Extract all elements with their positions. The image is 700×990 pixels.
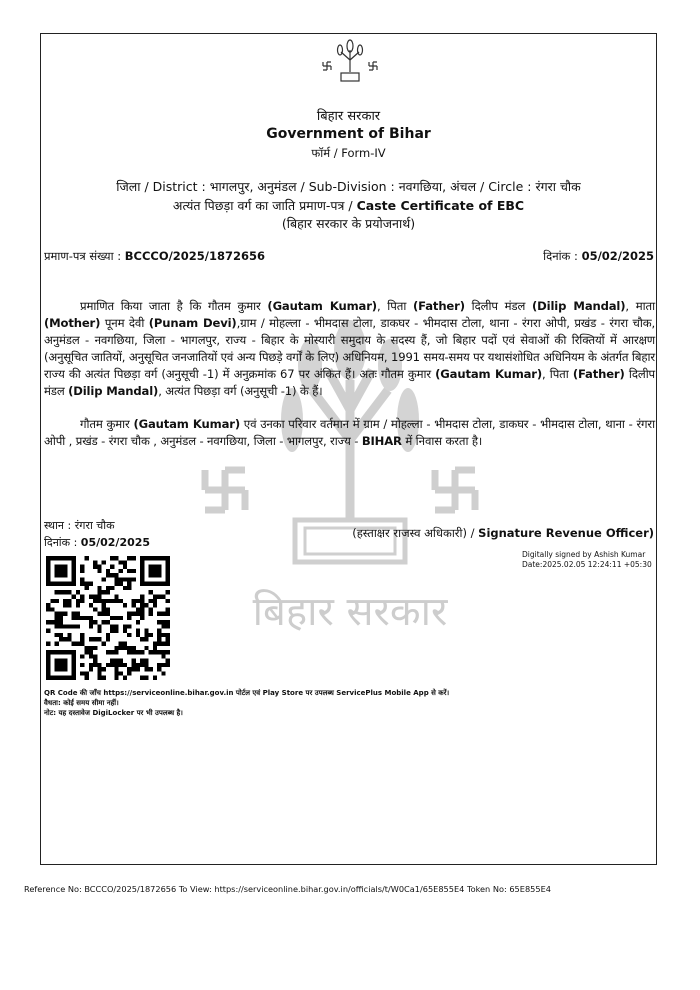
certificate-title: अत्यंत पिछड़ा वर्ग का जाति प्रमाण-पत्र / Caste Certificate of EBC — [172, 198, 525, 213]
certificate-paragraph-1: प्रमाणित किया जाता है कि गौतम कुमार (Gautam Kumar), पिता (Father) दिलीप मंडल (Dilip Mandal), माता (Mother) पूनम देवी (Punam Devi),ग्राम / मोहल्ला - भीमदास टोला, डाकघर - भीमदास टोला, थाना - रंगरा ओपी, प्रखंड - रंगरा चौक, अनुमंडल - नवगछिया, जिला - भागलपुर, राज्य - बिहार के मोस्यारी समुदाय के सदस्य हैं, जो बिहार पदों एवं सेवाओं की रिक्तियों में आरक्षण (अनुसूचित जातियों, अनुसूचित जनजातियों एवं अन्य पिछड़े वर्गों के लिए) अधिनियम, 1991 समय-समय पर यथासंशोधित अधिनियम के अंतर्गत बिहार राज्य की अत्यंत पिछड़ा वर्ग (अनुसूची -1) में अनुक्रमांक 67 पर अंकित हैं। अतः गौतम कुमार (Gautam Kumar), पिता (Father) दिलीप मंडल (Dilip Mandal), अत्यंत पिछड़ा वर्ग (अनुसूची -1) के हैं। — [44, 299, 655, 398]
digilocker-note: नोट: यह दस्तावेज DigiLocker पर भी उपलब्ध है। — [44, 709, 183, 717]
certificate-number: प्रमाण-पत्र संख्या : BCCCO/2025/1872656 — [44, 249, 266, 263]
location-line — [40, 178, 657, 195]
digital-signature: Digitally signed by Ashish Kumar Date:2025.02.05 12:24:11 +05:30 — [522, 550, 652, 569]
place-line: स्थान : रंगरा चौक — [44, 519, 115, 532]
watermark-text: बिहार सरकार — [252, 589, 448, 635]
district-label: जिला / District : — [116, 179, 206, 194]
certificate-paragraph-2: गौतम कुमार (Gautam Kumar) एवं उनका परिवार वर्तमान में ग्राम / मोहल्ला - भीमदास टोला, डाकघर - भीमदास टोला, थाना - रंगरा ओपी , प्रखंड - रंगरा चौक , अनुमंडल - नवगछिया, जिला - भागलपुर, राज्य - BIHAR में निवास करता है। — [44, 417, 656, 448]
district-value: भागलपुर, — [209, 179, 254, 194]
purpose-line: (बिहार सरकार के प्रयोजनार्थ) — [281, 216, 416, 231]
bihar-emblem-icon — [321, 38, 379, 84]
circle-label: अंचल / Circle : — [450, 179, 532, 194]
subdivision-label: अनुमंडल / Sub-Division : — [257, 179, 395, 194]
notes — [44, 688, 449, 718]
footer-reference: Reference No: BCCCO/2025/1872656 To View: https://serviceonline.bihar.gov.in/officials/t/W0Ca1/65E855E4 Token No: 65E855E4 — [24, 884, 551, 894]
signature-label: (हस्ताक्षर राजस्व अधिकारी) / Signature Revenue Officer) — [352, 526, 654, 540]
certificate-date: दिनांक : 05/02/2025 — [543, 249, 654, 263]
form-label: फॉर्म / Form-IV — [311, 146, 386, 160]
header-hindi-title: बिहार सरकार — [316, 109, 381, 124]
validity-note: वैधता: कोई समय सीमा नहीं। — [44, 699, 119, 707]
place-date-line: दिनांक : 05/02/2025 — [44, 536, 151, 549]
qr-code[interactable] — [46, 556, 170, 680]
subdivision-value: नवगछिया, — [398, 179, 447, 194]
qr-note: QR Code की जाँच https://serviceonline.bihar.gov.in पोर्टल एवं Play Store पर उपलब्ध ServicePlus Mobile App से करें। — [44, 689, 450, 697]
circle-value: रंगरा चौक — [535, 179, 581, 194]
header-english-title: Government of Bihar — [266, 126, 431, 142]
